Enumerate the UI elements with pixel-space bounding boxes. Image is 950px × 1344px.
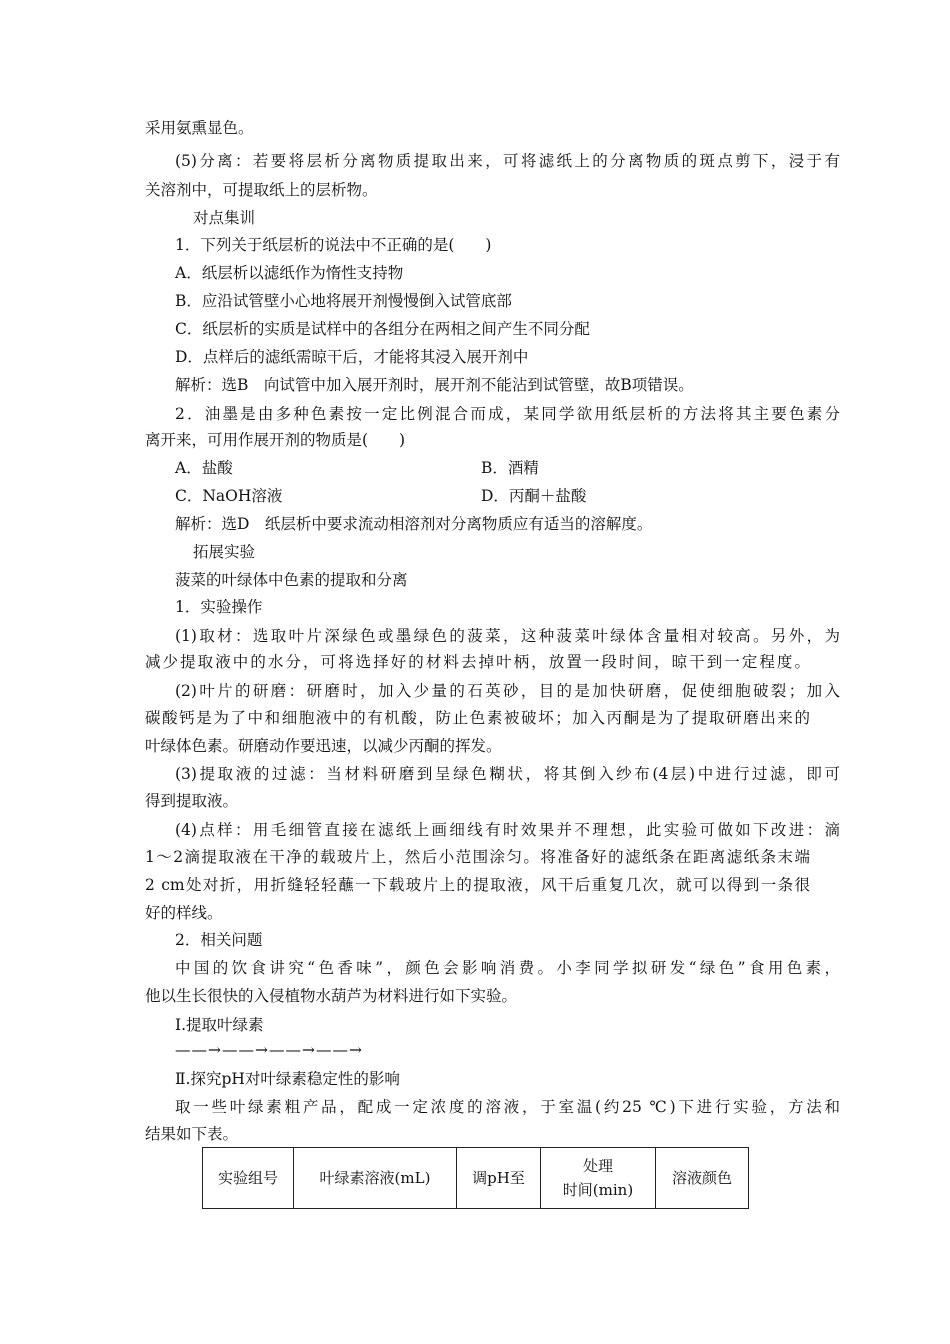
text-line: 减少提取液中的水分，可将选择好的材料去掉叶柄，放置一段时间，晾干到一定程度。 [145, 653, 810, 671]
text-line: 关溶剂中，可提取纸上的层析物。 [145, 181, 378, 199]
answer-analysis: 解析：选D 纸层析中要求流动相溶剂对分离物质应有适当的溶解度。 [175, 515, 653, 533]
section-heading: 对点集训 [193, 209, 256, 227]
table-header-cell-processing-time [541, 1148, 656, 1209]
option-a: A．纸层析以滤纸作为惰性支持物 [175, 264, 404, 282]
section-heading: 拓展实验 [193, 543, 256, 561]
text-line: 取一些叶绿素粗产品，配成一定浓度的溶液，于室温(约25 ℃)下进行实验，方法和 [175, 1098, 840, 1116]
text-line: 中国的饮食讲究“色香味”，颜色会影响消费。小李同学拟研发“绿色”食用色素， [175, 959, 840, 977]
subsection-title: 菠菜的叶绿体中色素的提取和分离 [175, 571, 408, 589]
subsection-title: Ⅰ.提取叶绿素 [175, 1016, 264, 1034]
process-flow-arrows: ——→——→——→——→ [175, 1041, 363, 1059]
table-header-line: 时间(min) [562, 1181, 634, 1199]
answer-analysis: 解析：选B 向试管中加入展开剂时，展开剂不能沾到试管壁，故B项错误。 [175, 376, 694, 394]
text-line: (1)取材：选取叶片深绿色或墨绿色的菠菜，这种菠菜叶绿体含量相对较高。另外，为 [175, 627, 840, 645]
option-b: B．应沿试管壁小心地将展开剂慢慢倒入试管底部 [175, 292, 512, 310]
text-line: (2)叶片的研磨：研磨时，加入少量的石英砂，目的是加快研磨，促使细胞破裂；加入 [175, 682, 840, 700]
text-line: 叶绿体色素。研磨动作要迅速，以减少丙酮的挥发。 [145, 737, 502, 755]
text-line: 采用氨熏显色。 [145, 119, 254, 137]
subsection-title: Ⅱ.探究pH对叶绿素稳定性的影响 [175, 1070, 400, 1088]
subsection-title: 2．相关问题 [175, 931, 263, 949]
text-line: 得到提取液。 [145, 792, 239, 810]
table-header-cell: 调pH至 [457, 1148, 541, 1209]
text-line: 结果如下表。 [145, 1125, 239, 1143]
table-header-cell: 叶绿素溶液(mL) [294, 1148, 457, 1209]
text-line: (3)提取液的过滤：当材料研磨到呈绿色糊状，将其倒入纱布(4层)中进行过滤，即可 [175, 765, 840, 783]
results-table [202, 1147, 749, 1209]
option-d: D．丙酮＋盐酸 [481, 487, 587, 505]
table-header-line: 处理 [582, 1157, 613, 1175]
text-line: 他以生长很快的入侵植物水葫芦为材料进行如下实验。 [145, 987, 518, 1005]
option-a: A．盐酸 [175, 459, 233, 477]
table-header-cell: 实验组号 [203, 1148, 294, 1209]
text-line: (5)分离：若要将层析分离物质提取出来，可将滤纸上的分离物质的斑点剪下，浸于有 [175, 152, 840, 170]
option-c: C．NaOH溶液 [175, 487, 283, 505]
text-line: 好的样线。 [145, 904, 223, 922]
question-stem: 2．油墨是由多种色素按一定比例混合而成，某同学欲用纸层析的方法将其主要色素分 [175, 405, 840, 423]
option-d: D．点样后的滤纸需晾干后，才能将其浸入展开剂中 [175, 348, 529, 366]
question-stem: 1．下列关于纸层析的说法中不正确的是( ) [175, 236, 492, 254]
text-line: 1～2滴提取液在干净的载玻片上，然后小范围涂匀。将准备好的滤纸条在距离滤纸条末端 [145, 848, 810, 866]
option-b: B．酒精 [481, 459, 539, 477]
subsection-title: 1．实验操作 [175, 598, 263, 616]
text-line: 离开来，可用作展开剂的物质是( ) [145, 431, 406, 449]
table-header-cell: 溶液颜色 [656, 1148, 749, 1209]
option-c: C．纸层析的实质是试样中的各组分在两相之间产生不同分配 [175, 320, 590, 338]
text-line: 2 cm处对折，用折缝轻轻蘸一下载玻片上的提取液，风干后重复几次，就可以得到一条很 [145, 876, 810, 894]
text-line: (4)点样：用毛细管直接在滤纸上画细线有时效果并不理想，此实验可做如下改进：滴 [175, 821, 840, 839]
text-line: 碳酸钙是为了中和细胞液中的有机酸，防止色素被破坏；加入丙酮是为了提取研磨出来的 [145, 709, 810, 727]
table-header-row [203, 1148, 749, 1209]
